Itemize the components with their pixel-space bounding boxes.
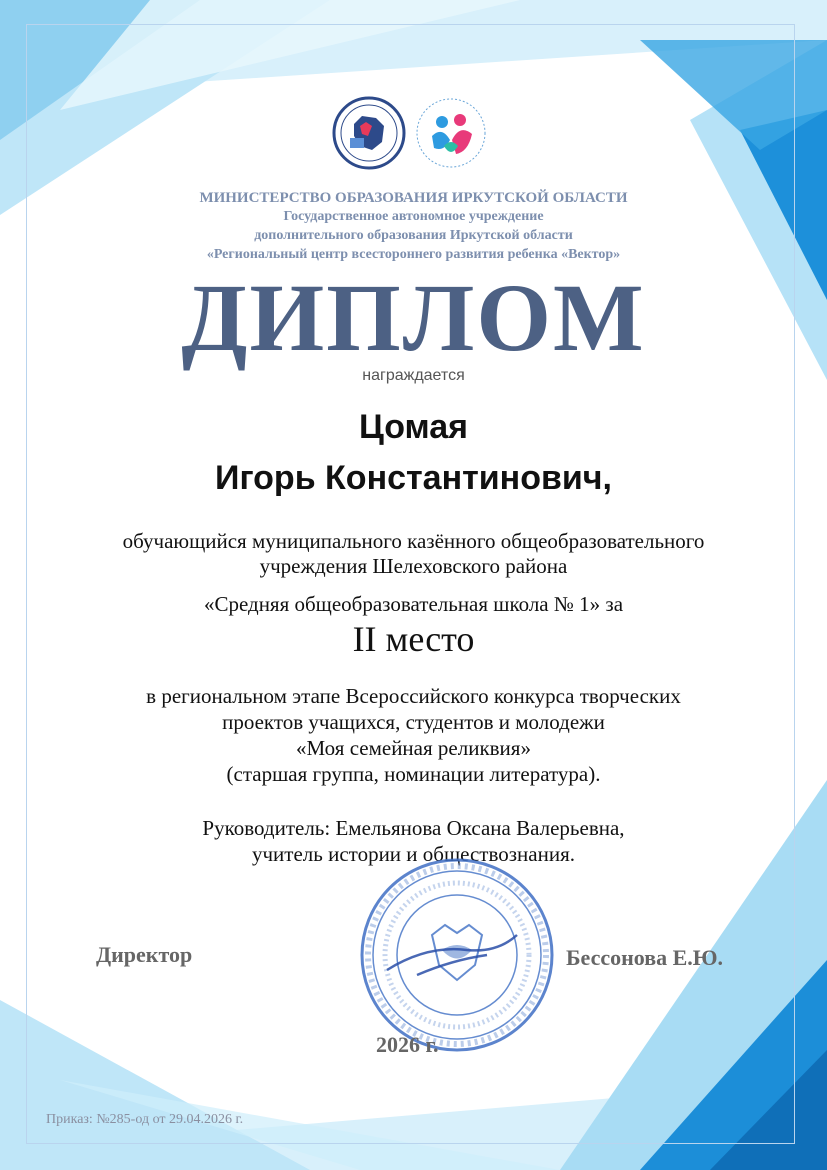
awarded-label: награждается xyxy=(362,367,465,384)
student-line-2: учреждения Шелеховского района xyxy=(259,554,568,578)
supervisor-line-1: Руководитель: Емельянова Оксана Валерьевна, xyxy=(202,816,625,840)
supervisor-line-2: учитель истории и обществознания. xyxy=(252,842,575,866)
student-line-1: обучающийся муниципального казённого общеобразовательного xyxy=(122,529,705,553)
institution-line-1: Государственное автономное учреждение xyxy=(283,209,544,224)
order-reference: Приказ: №285-од от 29.04.2026 г. xyxy=(46,1112,244,1127)
director-label: Директор xyxy=(96,942,193,967)
official-seal-icon xyxy=(357,855,557,1055)
student-line-3: «Средняя общеобразовательная школа № 1» за xyxy=(203,592,624,616)
vector-center-logo-icon xyxy=(414,96,488,170)
recipient-surname: Цомая xyxy=(358,408,469,446)
ministry-emblem-icon xyxy=(332,96,406,170)
contest-line-4: (старшая группа, номинации литература). xyxy=(226,762,601,786)
diploma-title: ДИПЛОМ xyxy=(181,264,646,371)
ministry-title: МИНИСТЕРСТВО ОБРАЗОВАНИЯ ИРКУТСКОЙ ОБЛАСТИ xyxy=(199,190,628,206)
place-label: II место xyxy=(352,619,475,659)
contest-line-1: в региональном этапе Всероссийского конкурса творческих xyxy=(146,684,681,708)
institution-line-3: «Региональный центр всестороннего развития ребенка «Вектор» xyxy=(206,247,621,262)
institution-line-2: дополнительного образования Иркутской области xyxy=(254,228,573,243)
contest-line-3: «Моя семейная реликвия» xyxy=(296,736,531,760)
issue-year: 2026 г. xyxy=(376,1032,439,1057)
contest-line-2: проектов учащихся, студентов и молодежи xyxy=(222,710,605,734)
recipient-given-names: Игорь Константинович, xyxy=(215,459,612,497)
director-name: Бессонова Е.Ю. xyxy=(566,945,724,970)
